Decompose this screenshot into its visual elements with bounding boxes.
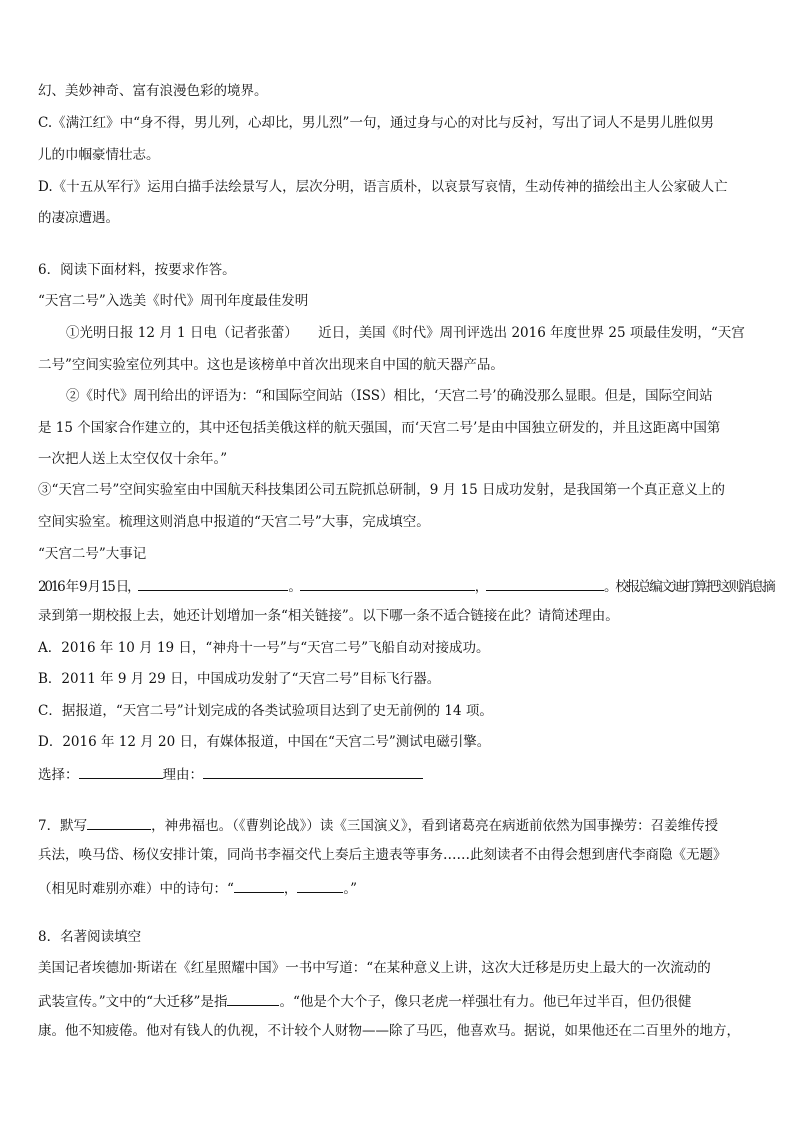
q6-option-c: C．据报道，“天宫二号”计划完成的各类试验项目达到了史无前例的 14 项。 [38, 703, 493, 719]
q5-option-d-line1: D.《十五从军行》运用白描手法绘景写人，层次分明，语言质朴，以哀景写哀情，生动传神的描绘出主人公家破人亡 [38, 179, 728, 195]
q7-line2: 兵法，唤马岱、杨仪安排计策，同尚书李福交代上奏后主遗表等事务……此刻读者不由得会想到唐代李商隐《无题》 [38, 847, 727, 863]
q5-option-c-line1: C.《满江红》中“身不得，男儿列，心却比，男儿烈”一句，通过身与心的对比与反衬，写出了词人不是男儿胜似男 [38, 115, 714, 131]
q6-fill-date: 2016 年 9 月 15 日， [38, 579, 139, 595]
q6-option-a: A．2016 年 10 月 19 日，“神舟十一号”与“天宫二号”飞船自动对接成功。 [38, 640, 490, 656]
q6-paragraph1-line1: ①光明日报 12 月 1 日电（记者张蕾） 近日，美国《时代》周刊评选出 2016 年度世界 25 项最佳发明，“天宫 [66, 325, 745, 341]
q6-fill-tail: 。校报总编文迪打算把这则消息摘 [604, 579, 774, 595]
q6-article-title: “天宫二号”入选美《时代》周刊年度最佳发明 [38, 293, 309, 309]
q6-fill-sep2: ， [474, 579, 487, 595]
q5-tail-line1: 幻、美妙神奇、富有浪漫色彩的境界。 [38, 83, 268, 99]
q7-line3 [38, 878, 357, 898]
q7-line1-rest: ，神弗福也。（《曹刿论战》）读《三国演义》，看到诸葛亮在病逝前依然为国事操劳：召姜维传授 [151, 818, 719, 834]
q6-choice-blank[interactable] [79, 764, 163, 779]
q7-blank-1[interactable] [87, 815, 151, 830]
q7-prefix: 7．默写 [38, 818, 88, 834]
q8-line2-prefix: 武装宣传。”文中的“大迁移”是指 [38, 994, 228, 1010]
q6-answer-line [38, 764, 423, 784]
q6-paragraph2-line1: ②《时代》周刊给出的评语为：“和国际空间站（ISS）相比，‘天宫二号’的确没那么显眼。但是，国际空间站 [66, 388, 713, 404]
q7-line3-prefix: （相见时难别亦难）中的诗句：“ [38, 881, 234, 897]
q7-line1 [38, 815, 718, 835]
q6-blank-1[interactable] [138, 576, 288, 591]
q6-paragraph3-line1: ③“天宫二号”空间实验室由中国航天科技集团公司五院抓总研制，9 月 15 日成功发射，是我国第一个真正意义上的 [38, 482, 725, 498]
q8-line1: 美国记者埃德加·斯诺在《红星照耀中国》一书中写道：“在某种意义上讲，这次大迁移是历史上最大的一次流动的 [38, 960, 711, 976]
q7-line3-mid: ， [283, 881, 298, 897]
q6-fill-line2: 录到第一期校报上去，她还计划增加一条“相关链接”。以下哪一条不适合链接在此？请简述理由。 [38, 608, 619, 624]
q8-blank-1[interactable] [227, 991, 279, 1006]
q6-paragraph2-line2: 是 15 个国家合作建立的，其中还包括美俄这样的航天强国，而‘天宫二号’是由中国独立研发的，并且这距离中国第 [38, 420, 721, 436]
q6-fill-line [38, 576, 774, 596]
q6-fill-sep1: 。 [288, 579, 300, 595]
q6-option-d: D．2016 年 12 月 20 日，有媒体报道，中国在“天宫二号”测试电磁引擎。 [38, 734, 491, 750]
q7-line3-end: 。” [343, 881, 358, 897]
q6-paragraph3-line2: 空间实验室。梳理这则消息中报道的“天宫二号”大事，完成填空。 [38, 514, 430, 530]
q8-title: 8．名著阅读填空 [38, 929, 142, 945]
q6-choice-label: 选择： [38, 767, 79, 783]
q6-title: 6．阅读下面材料，按要求作答。 [38, 262, 236, 278]
q8-line2 [38, 991, 691, 1011]
q6-blank-2[interactable] [300, 576, 475, 591]
q6-paragraph2-line3: 一次把人送上太空仅仅十余年。” [38, 451, 228, 467]
q8-line2-rest: 。“他是个大个子，像只老虎一样强壮有力。他已年过半百，但仍很健 [279, 994, 692, 1010]
q5-option-c-line2: 儿的巾帼豪情壮志。 [38, 147, 160, 163]
q8-line3: 康。他不知疲倦。他对有钱人的仇视，不计较个人财物——除了马匹，他喜欢马。据说，如果他还在二百里外的地方， [38, 1023, 740, 1039]
q7-blank-2[interactable] [234, 878, 284, 893]
q6-blank-3[interactable] [486, 576, 604, 591]
q6-reason-blank[interactable] [203, 764, 423, 779]
q7-blank-3[interactable] [297, 878, 343, 893]
q5-option-d-line2: 的凄凉遭遇。 [38, 210, 119, 226]
q6-events-title: “天宫二号”大事记 [38, 546, 147, 562]
q6-option-b: B．2011 年 9 月 29 日，中国成功发射了“天宫二号”目标飞行器。 [38, 671, 441, 687]
q6-paragraph1-line2: 二号”空间实验室位列其中。这也是该榜单中首次出现来自中国的航天器产品。 [38, 357, 504, 373]
q6-reason-label: 理由： [162, 767, 203, 783]
